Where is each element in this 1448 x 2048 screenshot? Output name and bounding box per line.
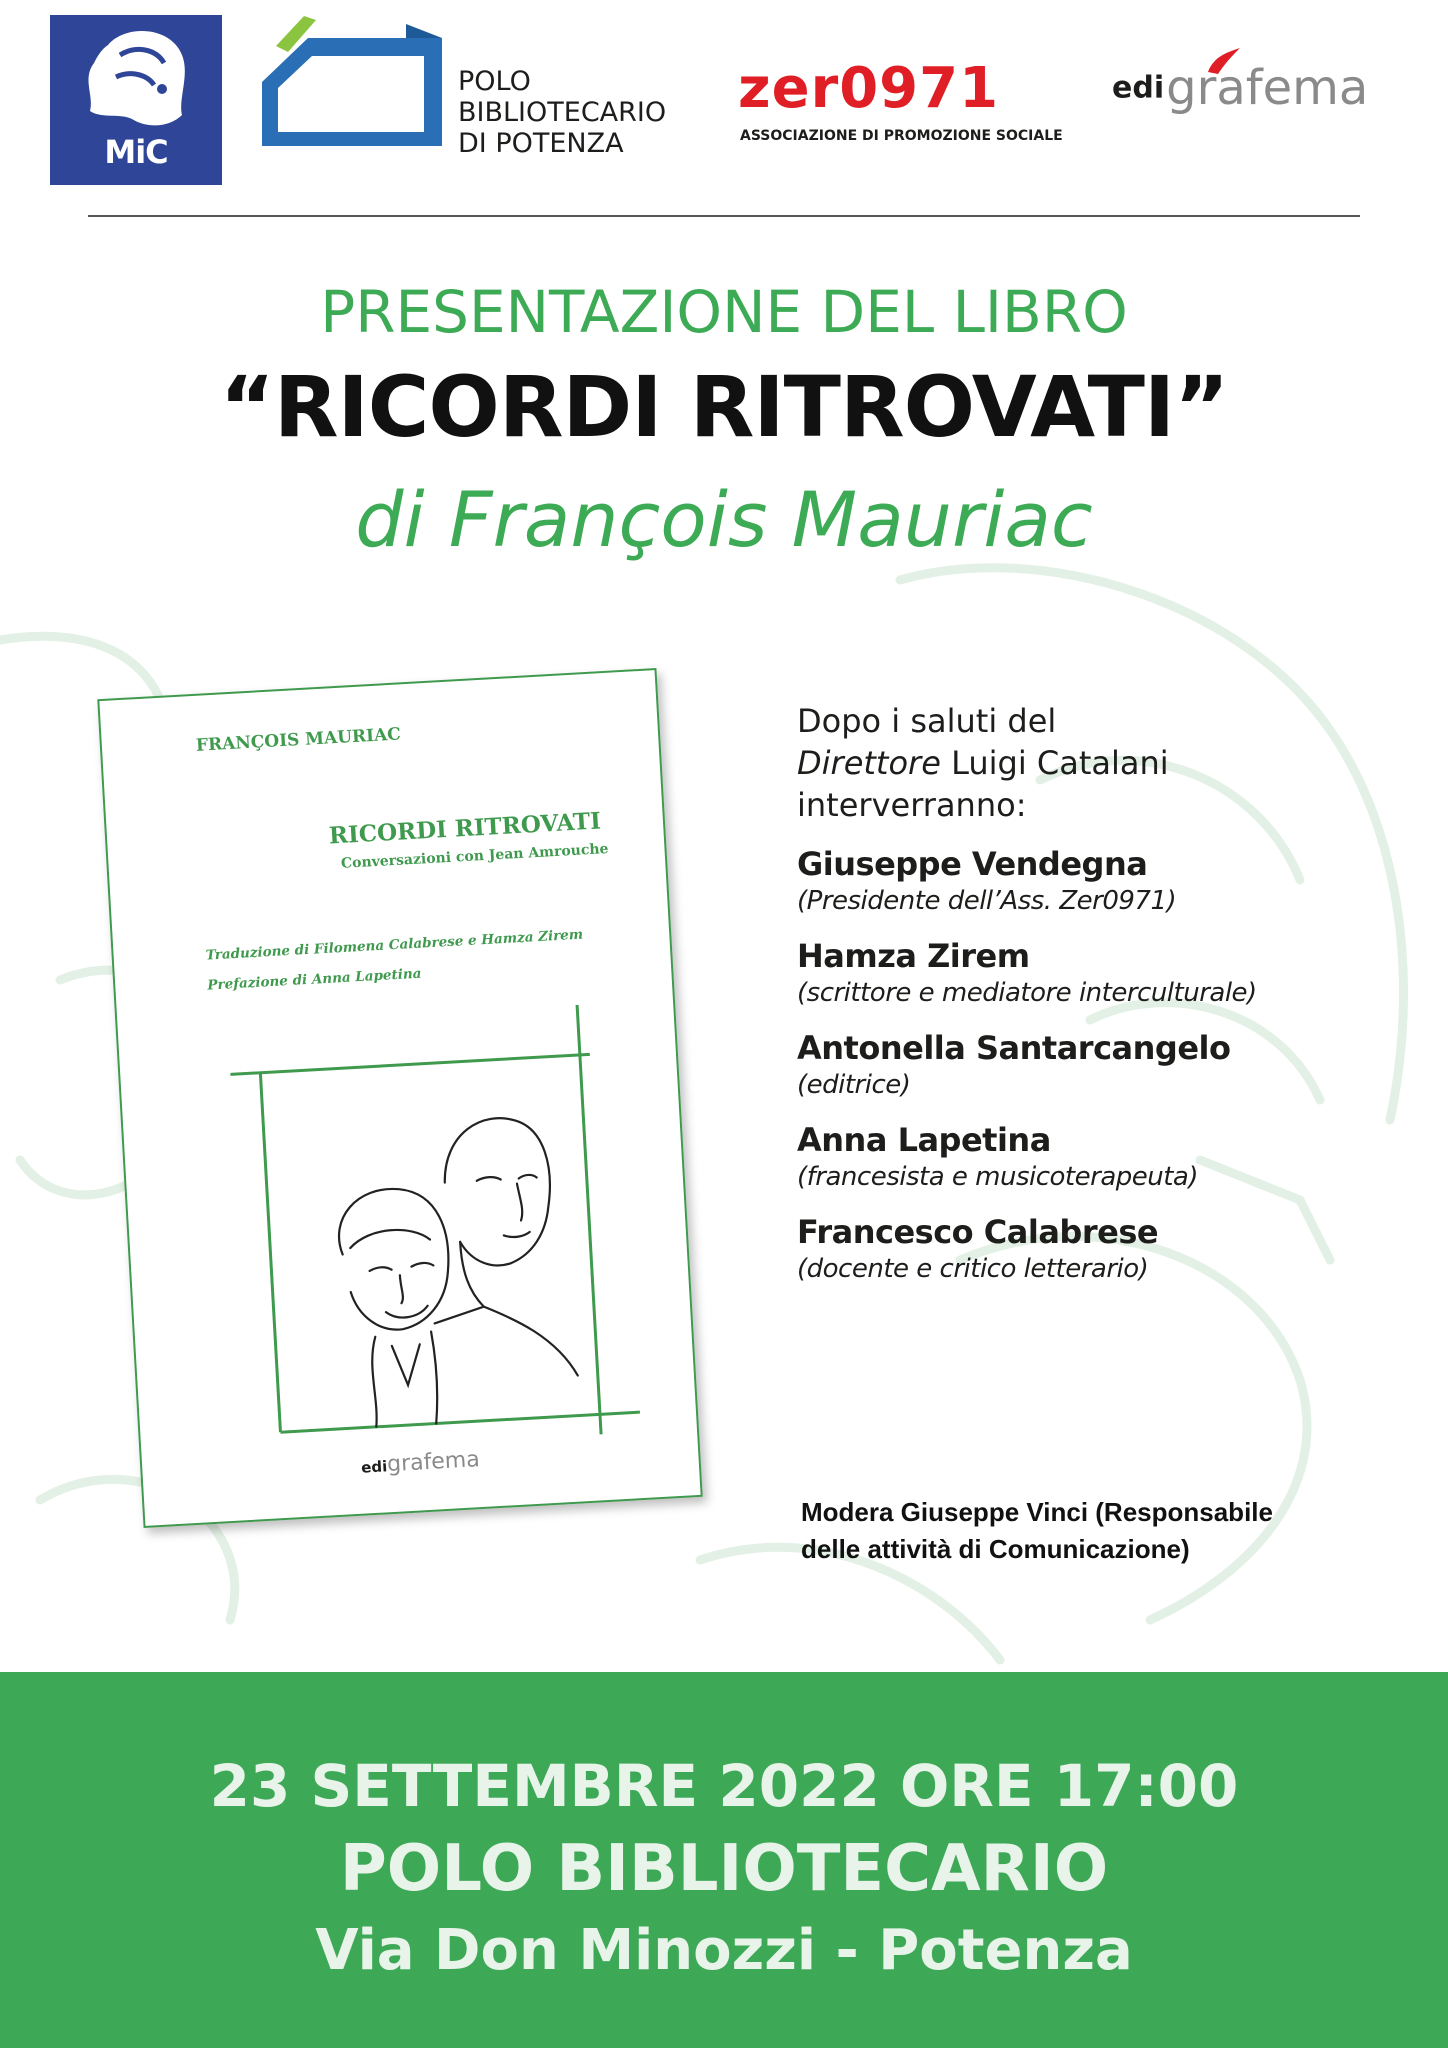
title-author: di François Mauriac <box>355 475 1093 564</box>
book-cover <box>97 668 702 1528</box>
event-address: Via Don Minozzi - Potenza <box>315 1918 1133 1983</box>
book-author: FRANÇOIS MAURIAC <box>195 724 402 756</box>
polo-logo-line: BIBLIOTECARIO <box>458 97 667 128</box>
zero0971-subtitle: ASSOCIAZIONE DI PROMOZIONE SOCIALE <box>740 128 1063 144</box>
event-info-footer <box>0 1672 1448 2048</box>
edigrafema-logo <box>1112 60 1368 116</box>
polo-logo-line: POLO <box>458 66 531 97</box>
intro-line: Dopo i saluti del <box>797 702 1057 740</box>
speaker-name: Francesco Calabrese <box>797 1213 1159 1251</box>
speaker-name: Hamza Zirem <box>797 937 1030 975</box>
speaker-item <box>797 1028 1417 1102</box>
book-translation-credit: Traduzione di Filomena Calabrese e Hamza Zirem <box>205 926 584 964</box>
speakers-list <box>797 700 1417 1286</box>
moderator-text <box>801 1494 1361 1568</box>
speaker-item <box>797 936 1417 1010</box>
speaker-item <box>797 1120 1417 1194</box>
book-preface-credit: Prefazione di Anna Lapetina <box>206 965 422 994</box>
speaker-role: (Presidente dell’Ass. Zer0971) <box>797 886 1177 916</box>
event-date-time: 23 SETTEMBRE 2022 ORE 17:00 <box>209 1752 1239 1820</box>
moderator-line: delle attività di Comunicazione) <box>801 1534 1190 1564</box>
book-subtitle: Conversazioni con Jean Amrouche <box>340 840 609 872</box>
title-presentation: PRESENTAZIONE DEL LIBRO <box>320 278 1128 346</box>
direttore-name: Luigi Catalani <box>940 744 1169 782</box>
header-divider <box>88 215 1360 217</box>
book-publisher-edi: edi <box>360 1457 388 1477</box>
book-portrait-illustration <box>99 670 700 1526</box>
zero0971-wordmark: zer0971 <box>738 56 1000 121</box>
speaker-role: (editrice) <box>797 1070 911 1100</box>
speaker-item <box>797 1212 1417 1286</box>
book-cover-page <box>97 668 702 1528</box>
zero0971-logo <box>738 58 1063 144</box>
event-venue: POLO BIBLIOTECARIO <box>339 1832 1109 1906</box>
intro-text <box>797 700 1417 826</box>
speaker-role: (scrittore e mediatore interculturale) <box>797 978 1257 1008</box>
flame-icon <box>1204 46 1244 76</box>
direttore-label: Direttore <box>797 744 941 782</box>
title-book: “RICORDI RITROVATI” <box>219 358 1229 456</box>
speaker-name: Antonella Santarcangelo <box>797 1029 1231 1067</box>
polo-logo-line: DI POTENZA <box>458 128 624 159</box>
speaker-item <box>797 844 1417 918</box>
polo-logo-text <box>458 66 666 159</box>
intro-line <box>797 742 1417 784</box>
mic-logo <box>50 15 222 185</box>
speaker-name: Giuseppe Vendegna <box>797 845 1148 883</box>
edigrafema-edi-text: edi <box>1112 70 1165 106</box>
edigrafema-grafema-text: grafema <box>1166 60 1369 116</box>
moderator-line: Modera Giuseppe Vinci (Responsabile <box>801 1497 1273 1527</box>
book-publisher-grafema: grafema <box>386 1447 481 1478</box>
speaker-role: (docente e critico letterario) <box>797 1254 1149 1284</box>
mic-logo-text: MiC <box>104 133 168 171</box>
library-building-icon <box>256 14 451 164</box>
book-title: RICORDI RITROVATI <box>328 807 602 850</box>
speaker-name: Anna Lapetina <box>797 1121 1051 1159</box>
intro-line: interverranno: <box>797 786 1027 824</box>
speaker-role: (francesista e musicoterapeuta) <box>797 1162 1198 1192</box>
